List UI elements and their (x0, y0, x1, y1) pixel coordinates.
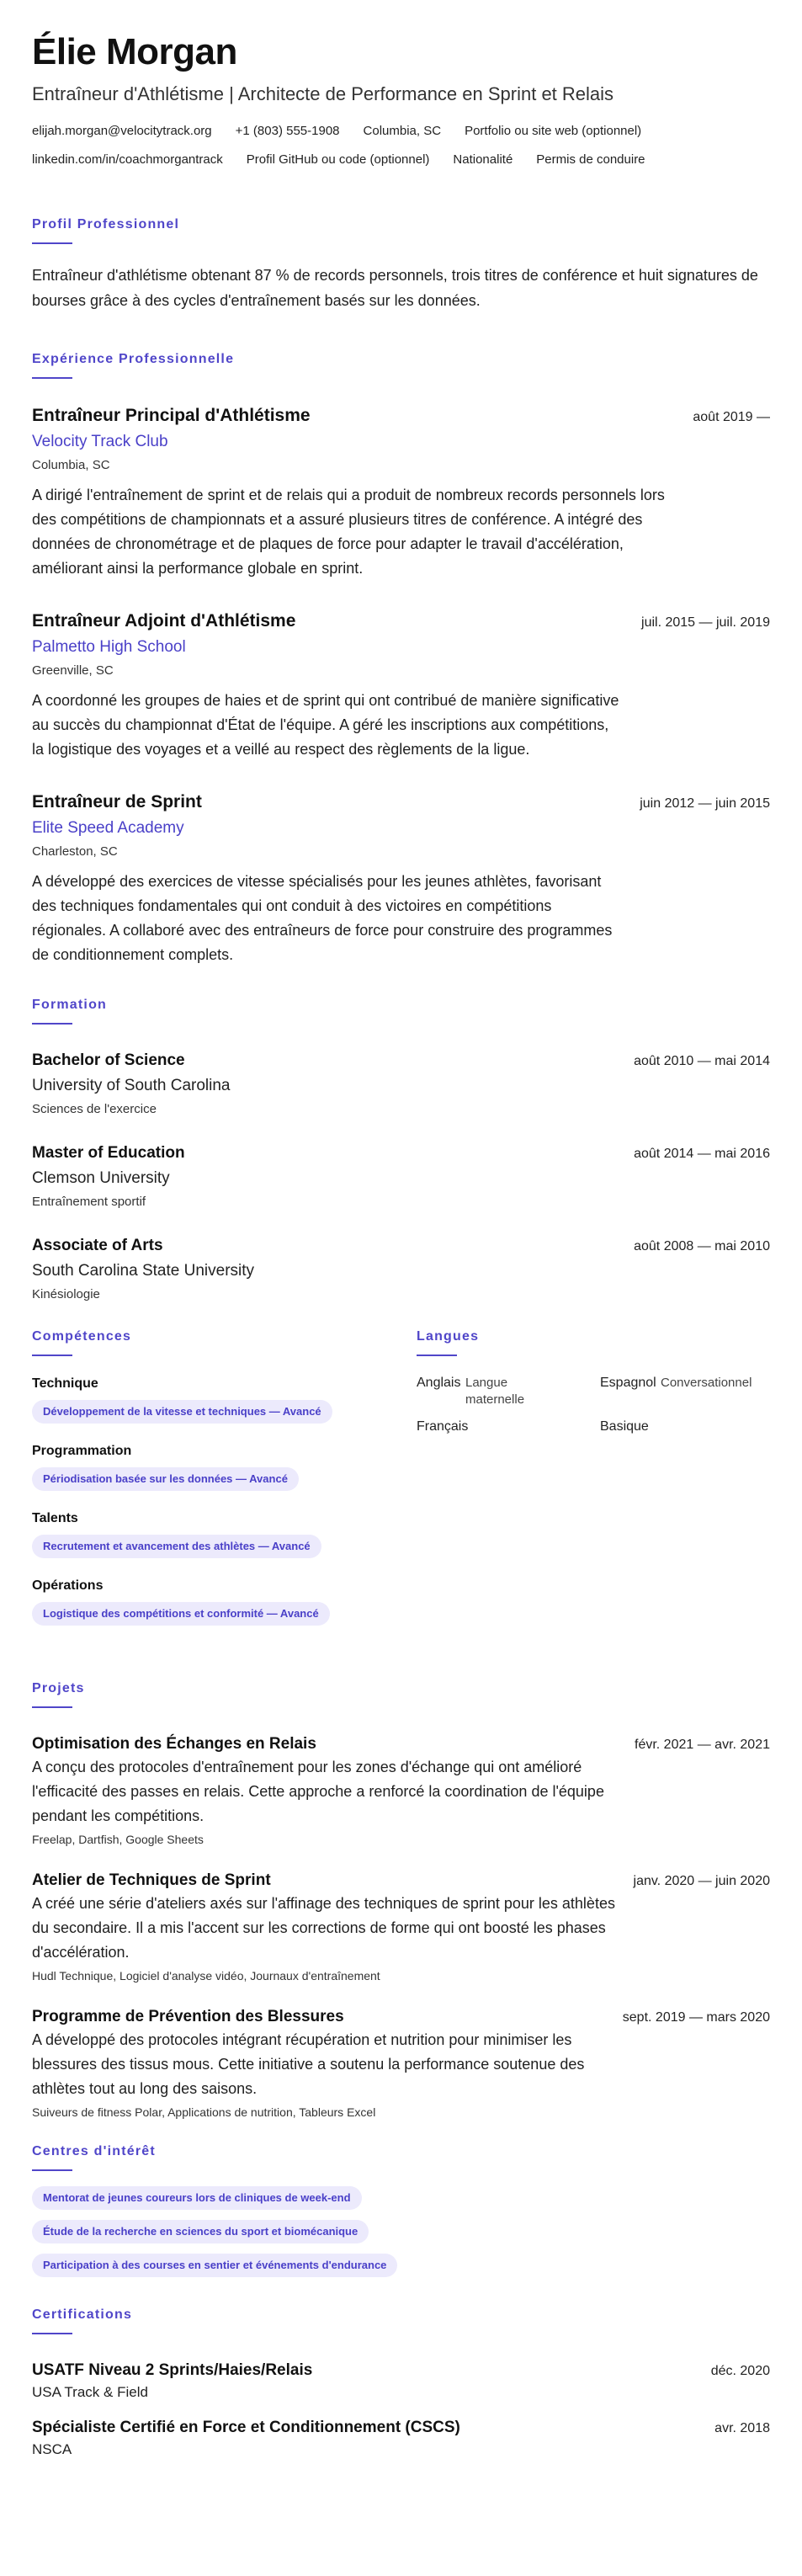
certification-issuer: USA Track & Field (32, 2384, 148, 2400)
interests-section (32, 2142, 770, 2277)
contact-email[interactable]: elijah.morgan@velocitytrack.org (32, 124, 212, 138)
job-description: A développé des exercices de vitesse spécialisés pour les jeunes athlètes, favorisant des techniques fondamentales qui ont conduit à des victoires en compétitions régionales. A collaboré avec des entraîneurs de force pour construire des programmes de conditionnement complets. (32, 873, 613, 963)
project-tech: Suiveurs de fitness Polar, Applications de nutrition, Tableurs Excel (32, 2105, 376, 2119)
skills-languages-row (32, 1328, 770, 1644)
language-level: Conversationnel (661, 1376, 752, 1390)
skill-pill: Logistique des compétitions et conformité — Avancé (32, 1602, 330, 1626)
project-description: A développé des protocoles intégrant récupération et nutrition pour minimiser les blessures des tissus mous. Cette initiative a soutenu la performance soutenue des athlètes tout au long des saisons. (32, 2031, 585, 2097)
section-title: Compétences (32, 1329, 132, 1344)
contact-location: Columbia, SC (363, 124, 442, 138)
job-entry (32, 609, 770, 762)
profile-section (32, 216, 770, 313)
certifications-section (32, 2306, 770, 2459)
section-divider (32, 2333, 72, 2334)
skill-pill: Périodisation basée sur les données — Avancé (32, 1467, 299, 1491)
contact-linkedin[interactable]: linkedin.com/in/coachmorgantrack (32, 152, 223, 167)
project-dates: sept. 2019 — mars 2020 (622, 2010, 770, 2025)
section-title: Profil Professionnel (32, 217, 180, 232)
section-title: Projets (32, 1681, 85, 1695)
education-dates: août 2014 — mai 2016 (634, 1147, 770, 1161)
section-divider (32, 1023, 72, 1025)
education-entry (32, 1142, 770, 1211)
projects-section (32, 1679, 770, 2121)
language-name: Français (417, 1419, 469, 1434)
education-section (32, 996, 770, 1304)
certification-date: déc. 2020 (710, 2364, 770, 2378)
field-of-study: Kinésiologie (32, 1287, 100, 1301)
job-description: A coordonné les groupes de haies et de sprint qui ont contribué de manière significative au succès du championnat d'État de l'équipe. A géré les inscriptions aux compétitions, la logistique des voyages et a veillé au respect des règlements de la ligue. (32, 692, 619, 758)
headline: Entraîneur d'Athlétisme | Architecte de Performance en Sprint et Relais (32, 83, 614, 104)
project-description: A créé une série d'ateliers axés sur l'affinage des techniques de sprint pour les athlètes du secondaire. Il a mis l'accent sur les corrections de forme qui ont boosté les phases d'accélération. (32, 1895, 615, 1961)
job-dates: juil. 2015 — juil. 2019 (641, 615, 770, 630)
project-tech: Hudl Technique, Logiciel d'analyse vidéo, Journaux d'entraînement (32, 1969, 380, 1983)
section-title: Formation (32, 998, 108, 1012)
interest-pill: Mentorat de jeunes coureurs lors de cliniques de week-end (32, 2186, 362, 2210)
project-title: Programme de Prévention des Blessures (32, 2008, 344, 2025)
project-tech: Freelap, Dartfish, Google Sheets (32, 1833, 204, 1846)
skill-category: Opérations (32, 1578, 104, 1593)
job-company: Velocity Track Club (32, 433, 168, 450)
job-dates: juin 2012 — juin 2015 (640, 796, 770, 811)
section-divider (32, 2169, 72, 2171)
experience-section (32, 350, 770, 967)
degree: Bachelor of Science (32, 1051, 185, 1069)
contact-github[interactable]: Profil GitHub ou code (optionnel) (246, 152, 430, 167)
certification-entry (32, 2360, 770, 2402)
job-title: Entraîneur de Sprint (32, 792, 202, 812)
section-divider (32, 1706, 72, 1708)
job-location: Columbia, SC (32, 458, 110, 472)
project-title: Optimisation des Échanges en Relais (32, 1735, 316, 1753)
language-list (417, 1375, 770, 1435)
section-divider (32, 377, 72, 379)
contact-nationality: Nationalité (453, 152, 513, 167)
project-dates: janv. 2020 — juin 2020 (633, 1874, 770, 1888)
candidate-name: Élie Morgan (32, 31, 237, 72)
project-description: A conçu des protocoles d'entraînement pour les zones d'échange qui ont amélioré l'efficacité des passes en relais. Cette approche a renforcé la coordination de l'équipe pendant les compétitions. (32, 1759, 604, 1824)
job-entry (32, 790, 770, 967)
skill-category: Talents (32, 1511, 78, 1525)
job-location: Greenville, SC (32, 663, 114, 678)
project-entry (32, 1870, 770, 1984)
project-dates: févr. 2021 — avr. 2021 (635, 1738, 770, 1752)
job-company: Palmetto High School (32, 638, 186, 656)
job-location: Charleston, SC (32, 844, 118, 859)
skill-category: Programmation (32, 1444, 132, 1458)
field-of-study: Sciences de l'exercice (32, 1102, 157, 1116)
education-entry (32, 1235, 770, 1304)
certification-date: avr. 2018 (714, 2421, 770, 2435)
job-description: A dirigé l'entraînement de sprint et de relais qui a produit de nombreux records personnels lors des compétitions de championnats et a assuré plusieurs titres de conférence. A intégré des données de chronométrage et de plaques de force pour adapter le travail d'accélération, améliorant ainsi la performance globale en sprint. (32, 487, 665, 577)
language-level (661, 1418, 770, 1435)
section-title: Centres d'intérêt (32, 2144, 156, 2158)
job-title: Entraîneur Principal d'Athlétisme (32, 406, 311, 425)
section-title: Expérience Professionnelle (32, 352, 235, 366)
job-entry (32, 404, 770, 581)
field-of-study: Entraînement sportif (32, 1195, 146, 1209)
certification-issuer: NSCA (32, 2441, 72, 2457)
language-level: Langue maternelle (465, 1376, 525, 1407)
section-title: Certifications (32, 2307, 133, 2322)
certification-name: Spécialiste Certifié en Force et Conditionnement (CSCS) (32, 2419, 460, 2436)
job-dates: août 2019 — (693, 410, 770, 424)
languages-section (417, 1328, 770, 1644)
interest-pill: Participation à des courses en sentier et événements d'endurance (32, 2254, 397, 2277)
education-entry (32, 1050, 770, 1119)
skill-group (32, 1375, 417, 1424)
section-divider (32, 1355, 72, 1356)
skill-pill: Recrutement et avancement des athlètes — Avancé (32, 1535, 321, 1558)
project-title: Atelier de Techniques de Sprint (32, 1871, 271, 1889)
skill-group (32, 1442, 417, 1491)
project-entry (32, 2006, 770, 2121)
contact-phone[interactable]: +1 (803) 555-1908 (235, 124, 340, 138)
education-dates: août 2008 — mai 2010 (634, 1239, 770, 1253)
education-dates: août 2010 — mai 2014 (634, 1054, 770, 1068)
school: University of South Carolina (32, 1077, 231, 1094)
contact-list (32, 121, 773, 170)
contact-license: Permis de conduire (536, 152, 645, 167)
project-entry (32, 1733, 770, 1848)
contact-portfolio[interactable]: Portfolio ou site web (optionnel) (465, 124, 642, 138)
skill-group (32, 1509, 417, 1558)
interest-pill: Étude de la recherche en sciences du sport et biomécanique (32, 2220, 369, 2243)
skill-pill: Développement de la vitesse et techniques — Avancé (32, 1400, 332, 1424)
certification-entry (32, 2417, 770, 2459)
skill-group (32, 1577, 417, 1626)
certification-name: USATF Niveau 2 Sprints/Haies/Relais (32, 2361, 313, 2379)
profile-summary: Entraîneur d'athlétisme obtenant 87 % de records personnels, trois titres de conférence et huit signatures de bourses grâce à des cycles d'entraînement basés sur les données. (32, 267, 758, 309)
language-name: Basique (600, 1419, 649, 1434)
language-name: Espagnol (600, 1376, 656, 1390)
section-divider (417, 1355, 457, 1356)
degree: Master of Education (32, 1144, 185, 1162)
skills-section (32, 1328, 417, 1644)
school: South Carolina State University (32, 1262, 255, 1280)
resume-header (32, 30, 770, 170)
school: Clemson University (32, 1169, 170, 1187)
skill-category: Technique (32, 1376, 98, 1391)
section-title: Langues (417, 1329, 480, 1344)
job-company: Elite Speed Academy (32, 819, 184, 837)
job-title: Entraîneur Adjoint d'Athlétisme (32, 611, 296, 631)
language-name: Anglais (417, 1376, 461, 1390)
degree: Associate of Arts (32, 1237, 163, 1254)
section-divider (32, 242, 72, 244)
